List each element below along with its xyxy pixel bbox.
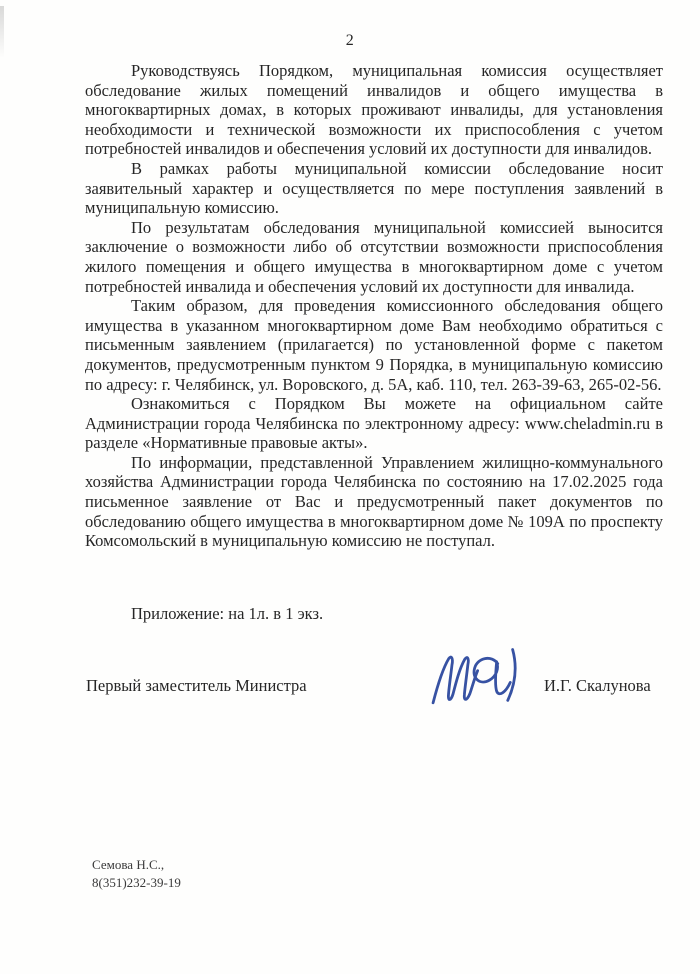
paragraph-application-basis: В рамках работы муниципальной комиссии обследование носит заявительный характер и осуществляется по мере поступления заявлений в муниципальную комиссию.	[85, 158, 663, 218]
letter-body	[85, 61, 663, 551]
executor-contact	[92, 856, 181, 891]
executor-name: Семова Н.С.,	[92, 857, 165, 872]
paragraph-website-info: Ознакомиться с Порядком Вы можете на официальном сайте Администрации города Челябинска по электронному адресу: www.cheladmin.ru в разделе «Нормативные правовые акты».	[85, 394, 663, 453]
paragraph-no-application-received: По информации, представленной Управлением жилищно-коммунального хозяйства Администрации города Челябинска по состоянию на 17.02.2025 года письменное заявление от Вас и предусмотренный пакет документов по обследованию общего имущества в многоквартирном доме № 109А по проспекту Комсомольский в муниципальную комиссию не поступал.	[85, 452, 663, 551]
executor-phone: 8(351)232-39-19	[92, 874, 181, 890]
handwritten-signature-ink	[422, 640, 538, 716]
signer-name: И.Г. Скалунова	[544, 676, 651, 695]
paragraph-inspection-result: По результатам обследования муниципальной комиссией выносится заключение о возможности либо об отсутствии возможности приспособления жилого помещения и общего имущества в многоквартирном доме с учетом потребностей инвалида и обеспечения условий их доступности для инвалида.	[85, 217, 663, 296]
paragraph-commission-duty: Руководствуясь Порядком, муниципальная комиссия осуществляет обследование жилых помещений инвалидов и общего имущества в многоквартирных домах, в которых проживают инвалиды, для установления необходимости и технической возможности их приспособления с учетом потребностей инвалидов и обеспечения условий их доступности для инвалидов.	[85, 61, 663, 159]
paragraph-how-to-apply: Таким образом, для проведения комиссионного обследования общего имущества в указанном многоквартирном доме Вам необходимо обратиться с письменным заявлением (прилагается) по установленной форме с пакетом документов, предусмотренным пунктом 9 Порядка, в муниципальную комиссию по адресу: г. Челябинск, ул. Воровского, д. 5А, каб. 110, тел. 263-39-63, 265-02-56.	[85, 296, 663, 394]
attachment-note: Приложение: на 1л. в 1 экз.	[131, 604, 324, 623]
signer-position-title: Первый заместитель Министра	[86, 676, 307, 695]
page-number: 2	[345, 32, 355, 49]
